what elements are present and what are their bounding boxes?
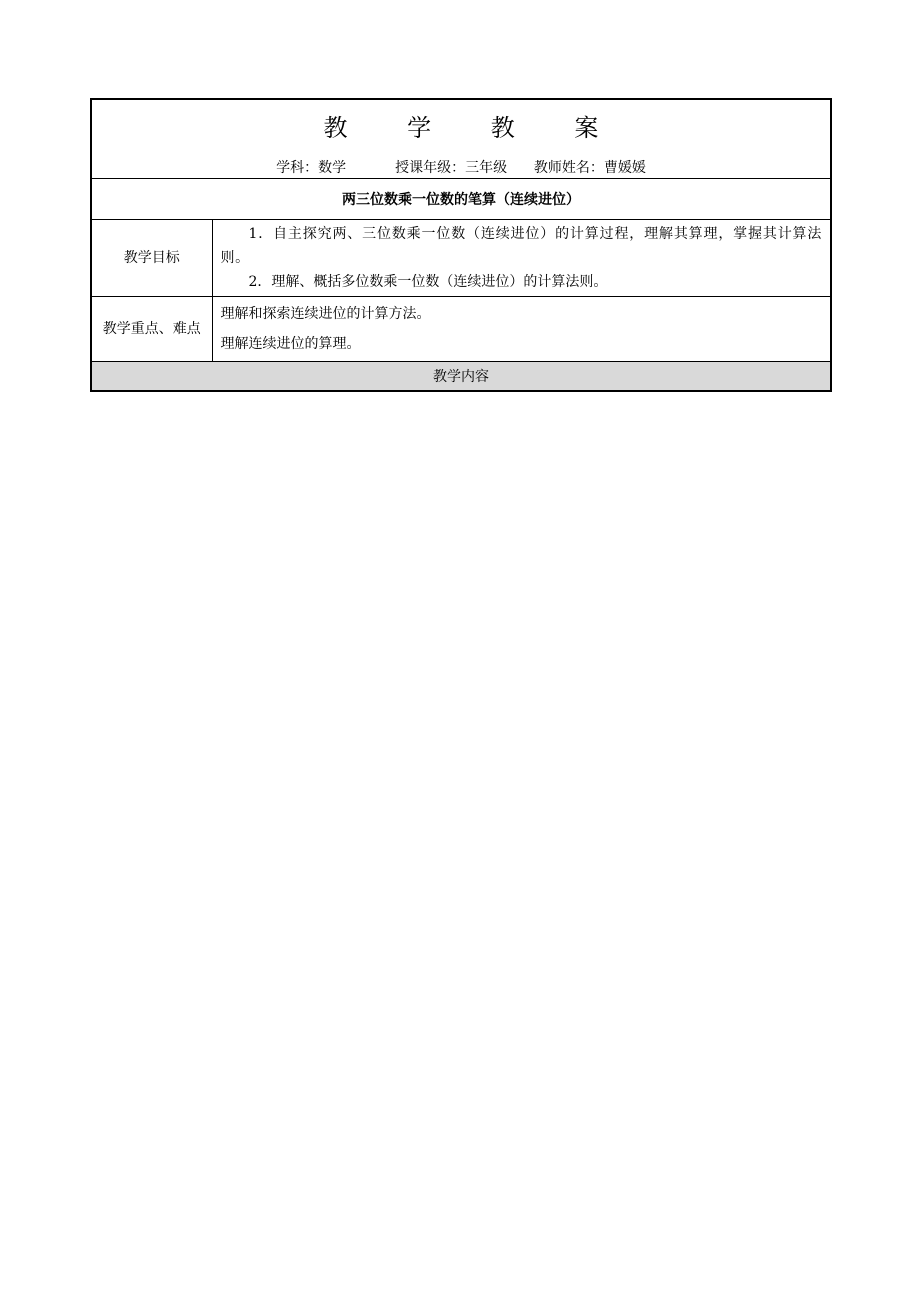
key-point-1: 理解和探索连续进位的计算方法。 bbox=[220, 306, 431, 322]
subject-field: 学科：数学 bbox=[276, 160, 347, 176]
header-cell bbox=[91, 99, 831, 179]
goal-item-1: 1．自主探究两、三位数乘一位数（连续进位）的计算过程，理解其算理，掌握其计算法则。 bbox=[220, 226, 822, 266]
goal-item-2: 2．理解、概括多位数乘一位数（连续进位）的计算法则。 bbox=[248, 274, 608, 290]
content-section-row bbox=[91, 362, 831, 392]
grade-field: 授课年级：三年级 bbox=[395, 160, 508, 176]
goals-label: 教学目标 bbox=[91, 220, 212, 297]
key-point-2: 理解连续进位的算理。 bbox=[220, 336, 361, 352]
key-points-content bbox=[212, 297, 831, 362]
header-row bbox=[91, 99, 831, 179]
teacher-field: 教师姓名：曹媛媛 bbox=[533, 160, 646, 176]
goals-row bbox=[91, 220, 831, 297]
content-section-header: 教学内容 bbox=[91, 362, 831, 392]
lesson-title-row bbox=[91, 179, 831, 220]
key-points-label: 教学重点、难点 bbox=[91, 297, 212, 362]
lesson-title: 两三位数乘一位数的笔算（连续进位） bbox=[91, 179, 831, 220]
lesson-plan-table bbox=[90, 98, 832, 392]
goals-content bbox=[212, 220, 831, 297]
key-points-row bbox=[91, 297, 831, 362]
document-title: 教 学 教 案 bbox=[323, 114, 625, 142]
meta-line bbox=[92, 159, 830, 177]
